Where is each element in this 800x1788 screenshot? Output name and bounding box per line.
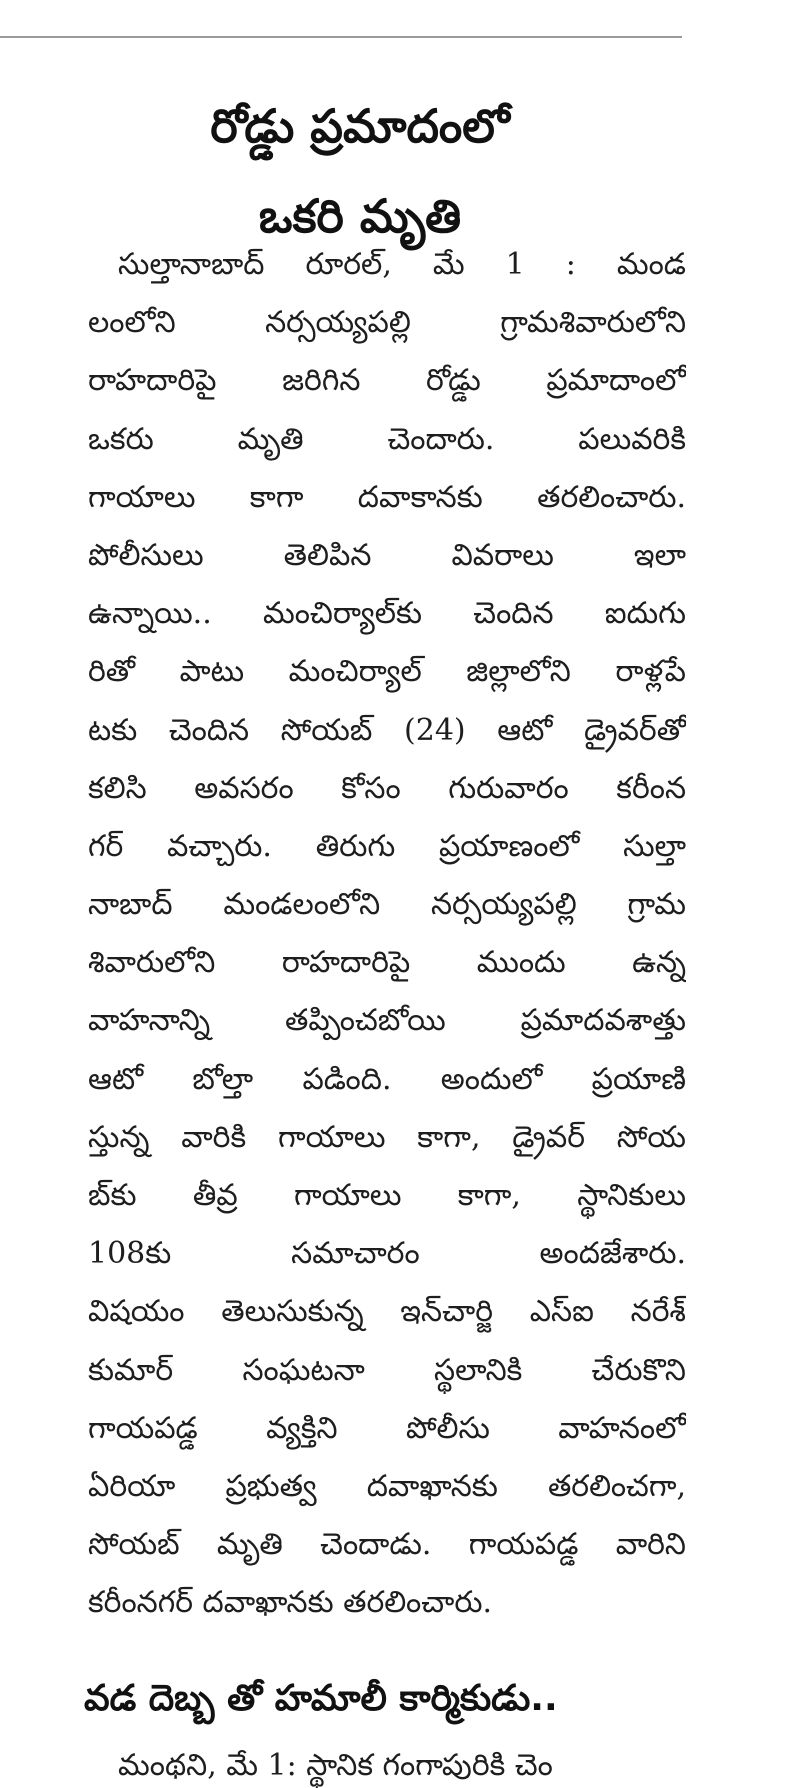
article-line: కలిసి అవసరం కోసం గురువారం కరీంన: [88, 770, 686, 806]
article-line: టకు చెందిన సోయబ్ (24) ఆటో డ్రైవర్‌తో: [88, 712, 686, 748]
top-divider-rule: [0, 36, 682, 38]
headline-line-1: రోడ్డు ప్రమాదంలో: [210, 98, 510, 153]
article-line: 108కు సమాచారం అందజేశారు.: [88, 1236, 686, 1272]
article-line: ఆటో బోల్తా పడింది. అందులో ప్రయాణి: [88, 1061, 686, 1097]
article-line: వాహనాన్ని తప్పించబోయి ప్రమాదవశాత్తు: [88, 1003, 686, 1039]
article-line: రాహదారిపై జరిగిన రోడ్డు ప్రమాదాంలో: [88, 363, 686, 399]
article-line: రితో పాటు మంచిర్యాల్ జిల్లాలోని రాళ్లపే: [88, 654, 686, 690]
next-article-first-line: మంథని, మే 1: స్థానిక గంగాపురికి చెం: [118, 1748, 553, 1783]
article-line: బ్‌కు తీవ్ర గాయాలు కాగా, స్థానికులు: [88, 1178, 686, 1213]
headline-line-2: ఒకరి మృతి: [258, 188, 462, 243]
article-line: లంలోని నర్సయ్యపల్లి గ్రామశివారులోని: [88, 305, 686, 341]
article-line: విషయం తెలుసుకున్న ఇన్‌చార్జి ఎస్ఐ నరేశ్: [88, 1294, 686, 1330]
article-line: ఏరియా ప్రభుత్వ దవాఖానకు తరలించగా,: [88, 1468, 686, 1504]
article-line: గాయాలు కాగా దవాకానకు తరలించారు.: [88, 479, 686, 515]
next-article-headline: వడ దెబ్బ తో హమాలీ కార్మికుడు..: [84, 1677, 558, 1719]
article-line: నాబాద్ మండలంలోని నర్సయ్యపల్లి గ్రామ: [88, 887, 686, 923]
article-line: సుల్తానాబాద్ రూరల్, మే 1 : మండ: [118, 247, 686, 282]
article-line: పోలీసులు తెలిపిన వివరాలు ఇలా: [88, 537, 686, 573]
article-line: శివారులోని రాహదారిపై ముందు ఉన్న: [88, 945, 686, 981]
article-line: కుమార్ సంఘటనా స్థలానికి చేరుకొని: [88, 1352, 686, 1388]
article-line: గర్ వచ్చారు. తిరుగు ప్రయాణంలో సుల్తా: [88, 828, 686, 864]
article-line: స్తున్న వారికి గాయాలు కాగా, డ్రైవర్ సోయ: [88, 1119, 686, 1155]
article-body: [88, 236, 686, 1633]
article-line: ఉన్నాయి.. మంచిర్యాల్‌కు చెందిన ఐదుగు: [88, 596, 686, 632]
article-line: ఒకరు మృతి చెందారు. పలువరికి: [88, 421, 686, 457]
article-line: గాయపడ్డ వ్యక్తిని పోలీసు వాహనంలో: [88, 1410, 686, 1446]
article-line: సోయబ్ మృతి చెందాడు. గాయపడ్డ వారిని: [88, 1527, 686, 1563]
article-line: కరీంనగర్ దవాఖానకు తరలించారు.: [88, 1585, 493, 1621]
